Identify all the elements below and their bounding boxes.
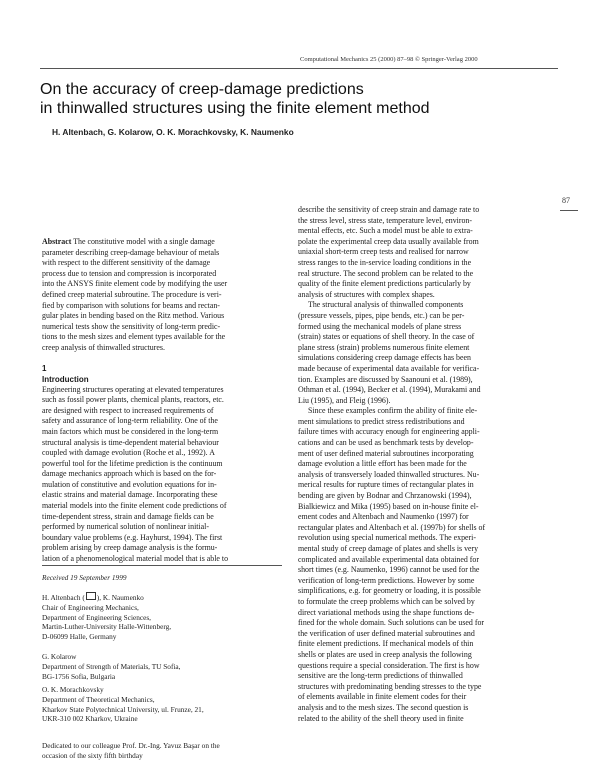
text-line: occasion of the sixty fifth birthday <box>42 750 143 760</box>
section-heading: Introduction <box>42 374 89 384</box>
paragraph-examples <box>298 406 548 724</box>
section-number: 1 <box>42 363 47 373</box>
text-line: shells or plates are used in creep analysis the following <box>298 649 472 659</box>
text-line: ment simulations to predict stress redistributions and <box>298 416 465 426</box>
text-line: coupled with damage evolution (Roche et al., 1992). A <box>42 448 215 458</box>
text-line: Liu (1995), and Fleig (1996). <box>298 395 391 405</box>
text-line: verification of long-term predictions. However by some <box>298 575 475 585</box>
text-line: time-dependent stress, strain and damage fields can be <box>42 511 214 521</box>
text-line: G. Kolarow <box>42 652 77 661</box>
text-line: with respect to the different sensitivity of the damage <box>42 258 211 268</box>
text-line: polate the experimental creep data usually available from <box>298 236 479 246</box>
text-line: process due to tension and compression is incorporated <box>42 268 217 278</box>
affiliation-halle <box>42 592 286 642</box>
page-number: 87 <box>562 196 570 205</box>
text-line: Martin-Luther-University Halle-Wittenberg, <box>42 622 172 632</box>
text-line: Department of Strength of Materials, TU Sofia, <box>42 661 181 671</box>
footnote-rule <box>42 565 282 566</box>
abstract-first-line <box>42 237 284 248</box>
text-line: numerical tests show the sensitivity of long-term predic- <box>42 321 221 331</box>
text-line: O. K. Morachkovsky <box>42 685 104 694</box>
text-line: UKR-310 002 Kharkov, Ukraine <box>42 714 138 724</box>
text-line: Chair of Engineering Mechanics, <box>42 602 139 612</box>
affiliation-names-b: ), K. Naumenko <box>96 593 144 602</box>
text-line: parameter describing creep-damage behaviour of metals <box>42 247 220 257</box>
text-line: safety and assurance of long-term reliability. One of the <box>42 416 218 426</box>
text-line: boundary value problems (e.g. Hayhurst, 1994). The first <box>42 532 223 542</box>
text-line: gular plates in bending based on the Ritz method. Various <box>42 311 225 321</box>
received-text: Received 19 September 1999 <box>42 573 127 582</box>
text-line: the verification of user defined material subroutines and <box>298 628 475 638</box>
text-line: BG-1756 Sofia, Bulgaria <box>42 671 116 681</box>
text-line: uniaxial short-term creep tests and realised for narrow <box>298 247 469 257</box>
text-line: quality of the finite element predictions particularly by <box>298 279 471 289</box>
text-line: into the ANSYS finite element code by modifying the user <box>42 279 228 289</box>
text-line: ment of user defined material subroutines incorporating <box>298 448 474 458</box>
abstract-body <box>42 248 284 354</box>
text-line: mental study of creep damage of plates and shells is very <box>298 544 479 553</box>
text-line: lation of a phenomenological material model that is able to <box>42 554 229 564</box>
text-line: Department of Theoretical Mechanics, <box>42 694 155 704</box>
text-line: D-06099 Halle, Germany <box>42 632 117 642</box>
text-line: cations and can be used as benchmark tests by develop- <box>298 438 474 448</box>
text-line: sensitive are the long-term predictions of thinwalled <box>298 671 463 681</box>
author-list: H. Altenbach, G. Kolarow, O. K. Morachkovsky, K. Naumenko <box>52 127 294 137</box>
text-line: Dedicated to our colleague Prof. Dr.-Ing. Yavuz Başar on the <box>42 741 220 750</box>
text-line: (pressure vessels, pipes, pipe bends, etc.) can be per- <box>298 310 465 320</box>
text-line: The structural analysis of thinwalled components <box>308 300 464 310</box>
text-line: material models into the finite element code predictions of <box>42 501 227 511</box>
text-line: simulations considering creep damage effects has been <box>298 353 471 363</box>
text-line: problem arising by creep damage analysis is the formu- <box>42 543 218 553</box>
text-line: ement codes and Altenbach and Naumenko (1997) for <box>298 512 469 522</box>
text-line: simplifications, e.g. for geometry or loading, it is possible <box>298 586 481 596</box>
text-line: complicated and available experimental data obtained for <box>298 554 479 564</box>
affiliation-address <box>42 603 286 642</box>
text-line: structures with predominating bending stresses to the type <box>298 681 482 691</box>
text-line: (strain) states or equations of shell theory. In the case of <box>298 332 475 342</box>
text-line: analysis and to the mesh sizes. The second question is <box>298 702 469 712</box>
text-line: tion. Examples are discussed by Saanouni et al. (1989), <box>298 374 473 384</box>
text-line: Othman et al. (1994), Becker et al. (1994), Murakami and <box>298 385 481 395</box>
text-line: to formulate the creep problems which can be solved by <box>298 596 475 606</box>
text-line: powerful tool for the lifetime prediction is the continuum <box>42 458 223 468</box>
text-line: analysis of transversely loaded thinwalled structures. Nu- <box>298 469 480 479</box>
text-line: creep analysis of thinwalled structures. <box>42 342 165 352</box>
text-line: fined for the whole domain. Such solutions can be used for <box>298 618 485 628</box>
text-line: failure times with accuracy enough for engineering appli- <box>298 427 480 437</box>
text-line: formed using the mechanical models of plane stress <box>298 321 462 331</box>
text-line: main factors which must be considered in the long-term <box>42 426 219 436</box>
text-line: merical results for rupture times of rectangular plates in <box>298 480 474 490</box>
text-line: damage evolution a little effort has been made for the <box>298 459 467 469</box>
affiliation-sofia <box>42 652 286 681</box>
text-line: revolution using special numerical methods. The experi- <box>298 533 477 543</box>
text-line: structural analysis is time-dependent material behaviour <box>42 437 219 447</box>
dedication <box>42 741 286 761</box>
dedication-text <box>42 741 286 761</box>
text-line: such as fossil power plants, chemical plants, reactors, etc. <box>42 395 224 405</box>
text-line: mulation of constitutive and evolution equations for in- <box>42 479 217 489</box>
text-line: describe the sensitivity of creep strain and damage rate to <box>298 205 480 214</box>
text-line: bending are given by Bodnar and Chrzanowski (1994), <box>298 491 472 501</box>
text-line: real structure. The second problem can be related to the <box>298 268 474 278</box>
text-line: Bialkiewicz and Mika (1995) based on in-house finite el- <box>298 501 479 511</box>
text-line: plane stress (strain) problems numerous finite element <box>298 342 470 352</box>
title-line: On the accuracy of creep-damage predictions <box>40 81 364 98</box>
affiliation-kharkov <box>42 685 286 724</box>
envelope-icon <box>86 592 96 600</box>
text-line: stress ranges to the in-service loading conditions in the <box>298 257 472 267</box>
text-line: the stress level, stress state, temperature level, environ- <box>298 215 472 225</box>
text-line: rectangular plates and Altenbach et al. (1997b) for shells of <box>298 522 486 532</box>
journal-reference: Computational Mechanics 25 (2000) 87–98 © Springer-Verlag 2000 <box>300 56 478 63</box>
text-line: damage mechanics approach which is based on the for- <box>42 469 217 479</box>
text-line: short times (e.g. Naumenko, 1996) cannot be used for the <box>298 565 480 575</box>
affiliation-names <box>42 592 286 603</box>
text-line: tions to the mesh sizes and element types available for the <box>42 332 226 342</box>
text-line: made because of experimental data available for verifica- <box>298 363 480 373</box>
text-line: direct variational methods using the shape functions de- <box>298 607 475 617</box>
text-line: finite element predictions. If mechanical models of thin <box>298 639 474 649</box>
title-line: in thinwalled structures using the finite element method <box>40 100 430 117</box>
text-line: of elements available in finite element codes for their <box>298 692 467 702</box>
text-line: related to the ability of the shell theory used in finite <box>298 713 464 723</box>
affiliation-address <box>42 685 286 724</box>
text-line: mental effects, etc. Such a model must be able to extra- <box>298 226 473 236</box>
text-line: are designed with respect to increased requirements of <box>42 405 214 415</box>
text-line: Since these examples confirm the ability of finite ele- <box>308 406 478 416</box>
article-title <box>40 80 560 118</box>
page-number-rule <box>560 210 578 211</box>
paragraph-thinwalled <box>298 300 548 406</box>
text-line: fied by comparison with solutions for beams and rectan- <box>42 300 220 310</box>
text-line: analysis of structures with complex shapes. <box>298 289 435 299</box>
abstract-text: The constitutive model with a single damage <box>73 237 215 246</box>
introduction-body <box>42 385 284 565</box>
text-line: Department of Engineering Sciences, <box>42 612 152 622</box>
right-column <box>298 205 548 724</box>
affiliation-address <box>42 652 286 681</box>
affiliation-names-a: H. Altenbach ( <box>42 593 85 602</box>
abstract-label: Abstract <box>42 237 72 246</box>
header-rule <box>40 68 558 69</box>
text-line: questions require a special consideration. The first is how <box>298 660 480 670</box>
paragraph-continuation <box>298 205 548 300</box>
left-column <box>42 237 284 565</box>
text-line: Engineering structures operating at elevated temperatures <box>42 384 224 394</box>
text-line: Kharkov State Polytechnical University, ul. Frunze, 21, <box>42 704 204 714</box>
text-line: performed by numerical solution of nonlinear initial- <box>42 522 209 532</box>
received-date <box>42 573 286 583</box>
text-line: defined creep material subroutine. The procedure is veri- <box>42 289 222 299</box>
text-line: elastic strains and material damage. Incorporating these <box>42 490 218 500</box>
